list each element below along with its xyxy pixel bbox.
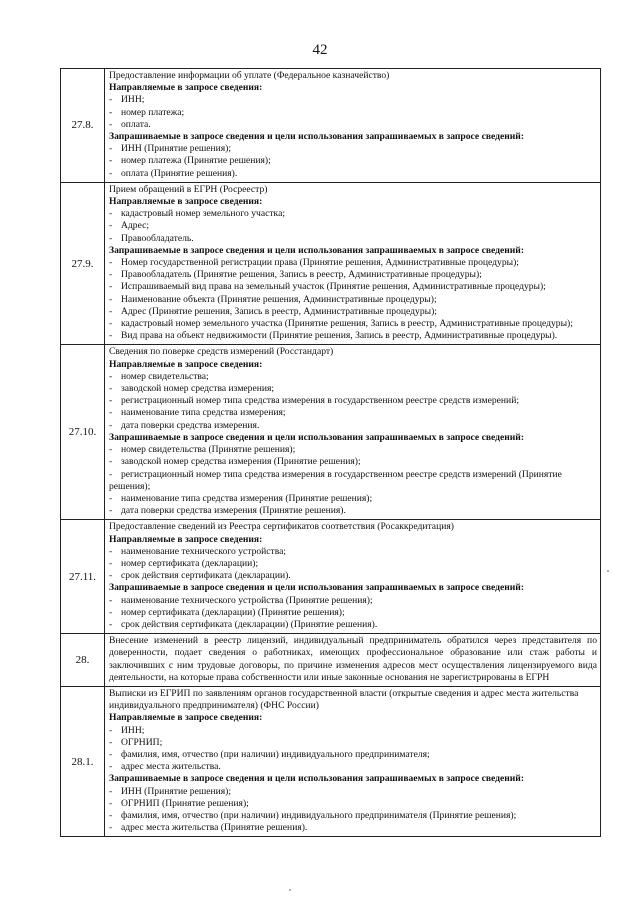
- item-title: Предоставление сведений из Реестра сертификатов соответствия (Росаккредитация): [109, 521, 454, 533]
- requests-table: [60, 68, 601, 837]
- scan-speck: [289, 889, 291, 891]
- bullet-dash: -: [109, 106, 113, 118]
- requested-field-item: [109, 822, 597, 834]
- item-title: Сведения по поверке средств измерений (Росстандарт): [109, 346, 334, 358]
- list-item-text: заводской номер средства измерения (Принятие решения);: [121, 456, 361, 468]
- requested-field-item: [109, 505, 597, 517]
- list-item-text: Номер государственной регистрации права (Принятие решения, Административные процедуры);: [121, 257, 519, 269]
- table-row: [61, 69, 601, 183]
- list-item-text: адрес места жительства (Принятие решения).: [121, 822, 308, 834]
- item-number: 28.1.: [61, 686, 105, 836]
- table-row: [61, 686, 601, 836]
- list-item-text: дата поверки средства измерения.: [121, 419, 260, 431]
- sent-field-item: [109, 749, 597, 761]
- page-number: 42: [312, 42, 328, 58]
- sent-field-item: [109, 208, 597, 220]
- list-item-text: ИНН (Принятие решения);: [121, 785, 232, 797]
- list-item-text: ИНН;: [121, 94, 145, 106]
- list-item-text: номер свидетельства;: [121, 370, 209, 382]
- sent-field-item: [109, 395, 597, 407]
- item-description: [105, 634, 601, 687]
- requested-field-item: [109, 786, 597, 798]
- table-row: [61, 520, 601, 634]
- bullet-dash: -: [109, 94, 113, 106]
- bullet-dash: -: [109, 143, 113, 155]
- list-item-text: Наименование объекта (Принятие решения, Административные процедуры);: [121, 293, 437, 305]
- bullet-dash: -: [109, 809, 113, 821]
- bullet-dash: -: [109, 257, 113, 269]
- bullet-dash: -: [109, 330, 113, 342]
- item-number: 28.: [61, 634, 105, 687]
- sent-field-item: [109, 570, 597, 582]
- bullet-dash: -: [109, 281, 113, 293]
- list-item-text: Вид права на объект недвижимости (Принятие решения, Запись в реестр, Административные процедуры).: [121, 330, 558, 342]
- sent-field-item: [109, 94, 597, 106]
- bullet-dash: -: [109, 444, 113, 456]
- requested-field-item: [109, 281, 597, 293]
- sent-field-item: [109, 107, 597, 119]
- item-number: 27.11.: [61, 520, 105, 634]
- list-item-text: номер сертификата (декларации) (Принятие решения);: [121, 606, 345, 618]
- list-item-text: Правообладатель.: [121, 232, 194, 244]
- requests-table-body: [61, 69, 601, 837]
- list-item-text: срок действия сертификата (декларации) (Принятие решения).: [121, 618, 378, 630]
- item-title: Прием обращений в ЕГРН (Росреестр): [109, 183, 268, 195]
- bullet-dash: -: [109, 220, 113, 232]
- list-item-text: номер свидетельства (Принятие решения);: [121, 444, 296, 456]
- requested-field-item: [109, 469, 597, 493]
- bullet-dash: -: [109, 269, 113, 281]
- requested-field-item: [109, 456, 597, 468]
- bullet-dash: -: [109, 492, 113, 504]
- bullet-dash: -: [109, 736, 113, 748]
- bullet-dash: -: [109, 419, 113, 431]
- requested-field-item: [109, 607, 597, 619]
- list-item-text: Адрес (Принятие решения, Запись в реестр, Административные процедуры);: [121, 305, 437, 317]
- sent-field-item: [109, 119, 597, 131]
- item-paragraph: Внесение изменений в реестр лицензий, индивидуальный предприниматель обратился через представителя по доверенности, подает сведения о работниках, имеющих профессиональное образование или стаж работы и заключивших с ним трудовые договоры, по причине изменения адресов мест осуществления лицензируемого вида деятельности, на которые права собственности или иные законные основания не зарегистрированы в ЕГРН: [109, 635, 597, 683]
- sent-field-item: [109, 371, 597, 383]
- sent-field-item: [109, 558, 597, 570]
- table-row: [61, 182, 601, 345]
- bullet-dash: -: [109, 468, 113, 480]
- sent-field-item: [109, 725, 597, 737]
- bullet-dash: -: [109, 748, 113, 760]
- bullet-dash: -: [109, 155, 113, 167]
- requested-fields-header: Запрашиваемые в запросе сведения и цели использования запрашиваемых в запросе сведений:: [109, 582, 525, 594]
- sent-field-item: [109, 737, 597, 749]
- bullet-dash: -: [109, 395, 113, 407]
- requested-field-item: [109, 168, 597, 180]
- requested-field-item: [109, 619, 597, 631]
- item-description: [105, 182, 601, 345]
- list-item-text: наименование технического устройства;: [121, 545, 287, 557]
- requested-field-item: [109, 595, 597, 607]
- list-item-text: адрес места жительства.: [121, 761, 221, 773]
- list-item-text: Испрашиваемый вид права на земельный участок (Принятие решения, Административные процедуры);: [121, 281, 546, 293]
- item-description: [105, 69, 601, 183]
- sent-fields-header: Направляемые в запросе сведения:: [109, 196, 263, 208]
- requested-field-item: [109, 269, 597, 281]
- item-description: [105, 520, 601, 634]
- bullet-dash: -: [109, 318, 113, 330]
- list-item-text: фамилия, имя, отчество (при наличии) индивидуального предпринимателя;: [121, 748, 430, 760]
- bullet-dash: -: [109, 383, 113, 395]
- bullet-dash: -: [109, 797, 113, 809]
- list-item-text: заводской номер средства измерения;: [121, 383, 275, 395]
- bullet-dash: -: [109, 293, 113, 305]
- item-description: [105, 345, 601, 520]
- requested-field-item: [109, 318, 597, 330]
- sent-field-item: [109, 233, 597, 245]
- item-title: Выписки из ЕГРИП по заявлениям органов государственной власти (открытые сведения и адрес места жительства индивидуального предпринимателя) (ФНС России): [109, 687, 579, 712]
- sent-field-item: [109, 761, 597, 773]
- list-item-text: наименование типа средства измерения;: [121, 407, 286, 419]
- list-item-text: наименование технического устройства (Принятие решения);: [121, 594, 373, 606]
- list-item-text: номер платежа (Принятие решения);: [121, 155, 271, 167]
- bullet-dash: -: [109, 118, 113, 130]
- sent-fields-header: Направляемые в запросе сведения:: [109, 82, 263, 94]
- sent-fields-header: Направляемые в запросе сведения:: [109, 358, 263, 370]
- item-number: 27.10.: [61, 345, 105, 520]
- bullet-dash: -: [109, 557, 113, 569]
- sent-field-item: [109, 546, 597, 558]
- list-item-text: Правообладатель (Принятие решения, Запись в реестр, Административные процедуры);: [121, 269, 482, 281]
- requested-field-item: [109, 810, 597, 822]
- list-item-text: кадастровый номер земельного участка;: [121, 208, 285, 220]
- requested-field-item: [109, 155, 597, 167]
- sent-fields-header: Направляемые в запросе сведения:: [109, 712, 263, 724]
- bullet-dash: -: [109, 167, 113, 179]
- list-item-text: кадастровый номер земельного участка (Принятие решения, Запись в реестр, Административные процедуры);: [121, 318, 573, 330]
- bullet-dash: -: [109, 208, 113, 220]
- list-item-text: фамилия, имя, отчество (при наличии) индивидуального предпринимателя (Принятие решения);: [121, 809, 517, 821]
- list-item-text: ИНН (Принятие решения);: [121, 143, 232, 155]
- requested-fields-header: Запрашиваемые в запросе сведения и цели использования запрашиваемых в запросе сведений:: [109, 431, 525, 443]
- item-title: Предоставление информации об уплате (Федеральное казначейство): [109, 70, 390, 81]
- requested-field-item: [109, 798, 597, 810]
- table-row: [61, 634, 601, 687]
- requested-fields-header: Запрашиваемые в запросе сведения и цели использования запрашиваемых в запросе сведений:: [109, 244, 525, 256]
- bullet-dash: -: [109, 232, 113, 244]
- requested-fields-header: Запрашиваемые в запросе сведения и цели использования запрашиваемых в запросе сведений:: [109, 131, 525, 143]
- requested-field-item: [109, 444, 597, 456]
- bullet-dash: -: [109, 606, 113, 618]
- list-item-text: оплата.: [121, 118, 151, 130]
- requested-field-item: [109, 257, 597, 269]
- requested-field-item: [109, 143, 597, 155]
- requested-field-item: [109, 294, 597, 306]
- list-item-text: ОГРНИП (Принятие решения);: [121, 797, 249, 809]
- item-number: 27.8.: [61, 69, 105, 183]
- bullet-dash: -: [109, 370, 113, 382]
- list-item-text: наименование типа средства измерения (Принятие решения);: [121, 492, 373, 504]
- list-item-text: срок действия сертификата (декларации).: [121, 570, 291, 582]
- bullet-dash: -: [109, 570, 113, 582]
- list-item-text: номер сертификата (декларации);: [121, 557, 259, 569]
- bullet-dash: -: [109, 785, 113, 797]
- list-item-text: регистрационный номер типа средства измерения в государственном реестре средств измерений;: [121, 395, 519, 407]
- bullet-dash: -: [109, 545, 113, 557]
- bullet-dash: -: [109, 505, 113, 517]
- list-item-text: Адрес;: [121, 220, 150, 232]
- list-item-text: оплата (Принятие решения).: [121, 167, 238, 179]
- bullet-dash: -: [109, 456, 113, 468]
- scan-speck: [607, 570, 609, 572]
- requested-field-item: [109, 493, 597, 505]
- item-number: 27.9.: [61, 182, 105, 345]
- item-description: [105, 686, 601, 836]
- requested-fields-header: Запрашиваемые в запросе сведения и цели использования запрашиваемых в запросе сведений:: [109, 773, 525, 785]
- bullet-dash: -: [109, 594, 113, 606]
- list-item-text: регистрационный номер типа средства измерения в государственном реестре средств измерений (Принятие решения);: [109, 468, 562, 492]
- bullet-dash: -: [109, 305, 113, 317]
- sent-field-item: [109, 420, 597, 432]
- bullet-dash: -: [109, 407, 113, 419]
- bullet-dash: -: [109, 822, 113, 834]
- requested-field-item: [109, 306, 597, 318]
- list-item-text: ОГРНИП;: [121, 736, 163, 748]
- sent-field-item: [109, 383, 597, 395]
- requested-field-item: [109, 330, 597, 342]
- sent-field-item: [109, 407, 597, 419]
- bullet-dash: -: [109, 618, 113, 630]
- sent-fields-header: Направляемые в запросе сведения:: [109, 533, 263, 545]
- list-item-text: ИНН;: [121, 724, 145, 736]
- table-row: [61, 345, 601, 520]
- list-item-text: дата поверки средства измерения (Принятие решения).: [121, 505, 346, 517]
- bullet-dash: -: [109, 724, 113, 736]
- sent-field-item: [109, 220, 597, 232]
- list-item-text: номер платежа;: [121, 106, 185, 118]
- bullet-dash: -: [109, 761, 113, 773]
